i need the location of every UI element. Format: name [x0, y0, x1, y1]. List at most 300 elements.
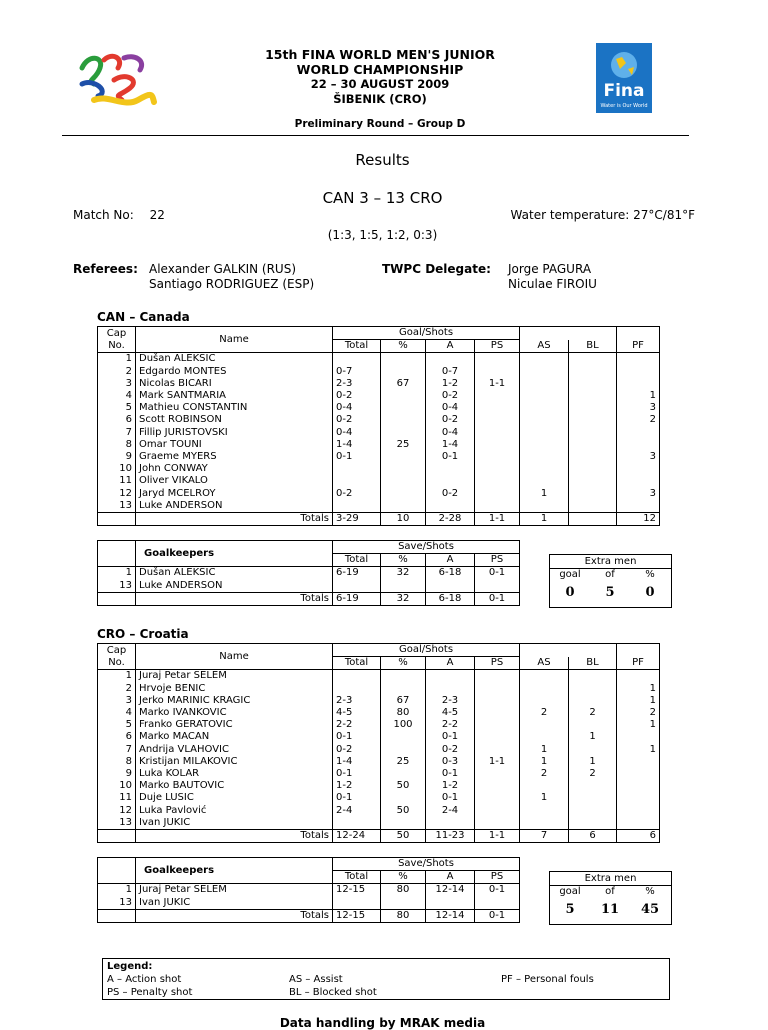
fouls: [617, 768, 660, 780]
action-goals: 0-3: [426, 756, 475, 768]
assists: [520, 378, 569, 390]
gk-penalty: 0-1: [475, 884, 520, 897]
action-goals: 0-4: [426, 427, 475, 439]
blocks: [569, 402, 617, 414]
assists: [520, 353, 569, 366]
cap-number: 5: [98, 719, 136, 731]
player-stats-table: [97, 643, 660, 843]
assists: 2: [520, 707, 569, 719]
blocks: 2: [569, 768, 617, 780]
gk-name: Dušan ALEKSIĆ: [136, 567, 333, 580]
goal-pct: [381, 683, 426, 695]
table-row: [98, 451, 660, 463]
fouls: 1: [617, 695, 660, 707]
penalty-goals: [475, 744, 520, 756]
referee-1: Alexander GALKIN (RUS): [149, 262, 297, 276]
table-row: [98, 414, 660, 426]
cap-number: 10: [98, 463, 136, 475]
cap-number: 13: [98, 817, 136, 830]
goal-pct: [381, 463, 426, 475]
assists: [520, 719, 569, 731]
blocks: [569, 780, 617, 792]
assists: [520, 475, 569, 487]
player-name: Ivan JUKIĆ: [136, 817, 333, 830]
gk-totals-pct: 32: [381, 592, 426, 605]
pf-spacer: [617, 327, 660, 340]
penalty-goals: [475, 683, 520, 695]
goal-total: 1-2: [333, 780, 381, 792]
player-name: Fillip JURISTOVSKI: [136, 427, 333, 439]
assists: [520, 451, 569, 463]
water-temp: 27°C/81°F: [633, 208, 695, 222]
goal-pct: 25: [381, 439, 426, 451]
goal-total: 1-4: [333, 756, 381, 768]
goal-pct: [381, 731, 426, 743]
penalty-goals: [475, 731, 520, 743]
goal-pct: 67: [381, 695, 426, 707]
gk-total-header: Total: [333, 554, 381, 567]
totals-pct: 10: [381, 512, 426, 525]
fouls: 2: [617, 707, 660, 719]
fouls-header: PF: [617, 657, 660, 670]
goal-total: 0-2: [333, 390, 381, 402]
player-name: Graeme MYERS: [136, 451, 333, 463]
extra-men-attempts: 5: [605, 585, 615, 600]
goal-total: 2-3: [333, 695, 381, 707]
goal-total: 0-2: [333, 744, 381, 756]
delegate-1: Jorge PAGURA: [508, 262, 592, 276]
penalty-goals: [475, 768, 520, 780]
penalty-goals: [475, 804, 520, 816]
blocks: [569, 683, 617, 695]
fina-logo: [596, 43, 652, 113]
penalty-goals: [475, 487, 520, 499]
player-name: Juraj Petar SELEM: [136, 670, 333, 683]
extra-men-box: [549, 871, 672, 925]
fouls: [617, 427, 660, 439]
assists: 1: [520, 744, 569, 756]
goal-shots-header: Goal/Shots: [333, 644, 520, 657]
cap-header: Cap: [98, 644, 136, 657]
table-row: [98, 402, 660, 414]
goal-total: 0-1: [333, 451, 381, 463]
goal-pct: [381, 670, 426, 683]
legend-box: [102, 958, 670, 1000]
extra-men-box: [549, 554, 672, 608]
assists: 1: [520, 487, 569, 499]
fouls: [617, 670, 660, 683]
action-goals: 0-2: [426, 744, 475, 756]
goal-total: [333, 670, 381, 683]
gk-totals-pct: 80: [381, 909, 426, 922]
gk-cap-spacer: [98, 858, 136, 884]
cap-number: 9: [98, 768, 136, 780]
penalty-goals: [475, 427, 520, 439]
table-row: [98, 884, 520, 897]
table-row: [98, 817, 660, 830]
goalkeeper-table: [97, 540, 520, 606]
gk-totals-action: 12-14: [426, 909, 475, 922]
cap-number: 1: [98, 670, 136, 683]
player-name: Edgardo MONTES: [136, 366, 333, 378]
cap-number: 5: [98, 402, 136, 414]
blocks: 1: [569, 756, 617, 768]
goal-pct: 80: [381, 707, 426, 719]
legend-item-assist: AS – Assist: [289, 974, 343, 985]
goal-pct: [381, 768, 426, 780]
blocks: [569, 463, 617, 475]
extra-men-pct: 45: [640, 902, 660, 917]
gk-pct-header: %: [381, 554, 426, 567]
gk-penalty: [475, 897, 520, 910]
penalty-goals: [475, 670, 520, 683]
fouls: 3: [617, 451, 660, 463]
goal-total: 0-7: [333, 366, 381, 378]
action-goals: 0-1: [426, 731, 475, 743]
penalty-goals: [475, 719, 520, 731]
cap-number: 3: [98, 378, 136, 390]
match-score: CAN 3 – 13 CRO: [322, 189, 443, 207]
penalty-header: PS: [475, 657, 520, 670]
extra-men-attempts: 11: [600, 902, 620, 917]
penalty-goals: [475, 451, 520, 463]
blocks: [569, 804, 617, 816]
player-name: Dušan ALEKSIĆ: [136, 353, 333, 366]
table-row: [98, 500, 660, 513]
table-row: [98, 487, 660, 499]
blocks: [569, 451, 617, 463]
match-no-label: Match No:: [73, 208, 134, 222]
assists: [520, 780, 569, 792]
action-goals: 0-2: [426, 414, 475, 426]
blocks: [569, 817, 617, 830]
gk-name: Luke ANDERSON: [136, 580, 333, 593]
totals-penalty: 1-1: [475, 512, 520, 525]
as-spacer: [520, 327, 617, 340]
table-row: [98, 366, 660, 378]
action-goals: [426, 475, 475, 487]
cap-number: 13: [98, 500, 136, 513]
delegate-label: TWPC Delegate:: [382, 262, 491, 276]
gk-penalty-header: PS: [475, 554, 520, 567]
penalty-goals: [475, 475, 520, 487]
name-header: Name: [136, 327, 333, 353]
action-goals: 2-2: [426, 719, 475, 731]
assists: 1: [520, 792, 569, 804]
player-name: Nicolas BICARI: [136, 378, 333, 390]
extra-men-pct-label: %: [645, 886, 655, 897]
cap-number: 6: [98, 731, 136, 743]
table-row: [98, 378, 660, 390]
fouls: [617, 378, 660, 390]
gk-cap-number: 1: [98, 567, 136, 580]
blocked-header: BL: [569, 657, 617, 670]
fouls: 1: [617, 719, 660, 731]
assists: 1: [520, 756, 569, 768]
blocks: [569, 366, 617, 378]
cap-header: Cap: [98, 327, 136, 340]
no-header: No.: [98, 340, 136, 353]
blocks: [569, 670, 617, 683]
gk-action: [426, 897, 475, 910]
goal-pct: 100: [381, 719, 426, 731]
goal-pct: [381, 366, 426, 378]
legend-item-penalty: PS – Penalty shot: [107, 987, 193, 998]
goal-total: 0-1: [333, 768, 381, 780]
action-goals: 0-2: [426, 390, 475, 402]
cap-number: 8: [98, 439, 136, 451]
gk-cap-spacer: [98, 541, 136, 567]
goal-pct: [381, 353, 426, 366]
action-goals: [426, 817, 475, 830]
team-title: CRO – Croatia: [97, 627, 189, 641]
assist-header: AS: [520, 657, 569, 670]
blocks: [569, 390, 617, 402]
fouls: [617, 475, 660, 487]
blocks: [569, 353, 617, 366]
assists: [520, 683, 569, 695]
gk-total: [333, 897, 381, 910]
pct-header: %: [381, 657, 426, 670]
cap-number: 6: [98, 414, 136, 426]
action-header: A: [426, 657, 475, 670]
assists: [520, 500, 569, 513]
player-name: Marko IVANKOVIĆ: [136, 707, 333, 719]
cap-number: 11: [98, 475, 136, 487]
totals-action: 11-23: [426, 829, 475, 842]
penalty-goals: 1-1: [475, 378, 520, 390]
table-row: [98, 744, 660, 756]
table-row: [98, 670, 660, 683]
fouls: [617, 780, 660, 792]
player-name: Duje LUŠIĆ: [136, 792, 333, 804]
assists: [520, 414, 569, 426]
action-goals: 2-3: [426, 695, 475, 707]
table-row: [98, 731, 660, 743]
total-header: Total: [333, 340, 381, 353]
goal-pct: [381, 475, 426, 487]
totals-assists: 7: [520, 829, 569, 842]
cap-number: 11: [98, 792, 136, 804]
referees-label: Referees:: [73, 262, 138, 276]
blocks: [569, 378, 617, 390]
assists: [520, 439, 569, 451]
extra-men-header: Extra men: [550, 555, 671, 569]
action-goals: 1-2: [426, 378, 475, 390]
blocks: [569, 414, 617, 426]
fouls: 3: [617, 487, 660, 499]
goal-total: 0-4: [333, 427, 381, 439]
penalty-goals: [475, 439, 520, 451]
table-row: [98, 780, 660, 792]
gk-pct: 80: [381, 884, 426, 897]
delegate-2: Niculae FIROIU: [508, 277, 597, 291]
player-name: Marko MACAN: [136, 731, 333, 743]
fouls-header: PF: [617, 340, 660, 353]
round-label: Preliminary Round – Group D: [294, 118, 466, 130]
goal-total: 0-2: [333, 414, 381, 426]
gk-totals-cap: [98, 909, 136, 922]
blocks: [569, 487, 617, 499]
goal-pct: [381, 500, 426, 513]
fina-logo-text: Fina: [603, 81, 645, 101]
assists: [520, 402, 569, 414]
gk-totals-total: 6-19: [333, 592, 381, 605]
totals-cap: [98, 829, 136, 842]
assists: [520, 817, 569, 830]
blocks: [569, 695, 617, 707]
cap-number: 3: [98, 695, 136, 707]
totals-total: 12-24: [333, 829, 381, 842]
goal-pct: [381, 817, 426, 830]
player-name: Luka KOLAR: [136, 768, 333, 780]
totals-fouls: 6: [617, 829, 660, 842]
goal-pct: 25: [381, 756, 426, 768]
gk-total: [333, 580, 381, 593]
gk-cap-number: 13: [98, 897, 136, 910]
player-name: Hrvoje BENIĆ: [136, 683, 333, 695]
table-row: [98, 768, 660, 780]
cap-number: 2: [98, 366, 136, 378]
extra-men-pct: 0: [645, 585, 655, 600]
extra-men-goal-label: goal: [559, 886, 581, 897]
gk-pct: [381, 897, 426, 910]
gk-cap-number: 13: [98, 580, 136, 593]
table-row: [98, 756, 660, 768]
goal-total: [333, 500, 381, 513]
penalty-goals: [475, 792, 520, 804]
blocks: 2: [569, 707, 617, 719]
fouls: 1: [617, 744, 660, 756]
goal-total: 2-4: [333, 804, 381, 816]
event-dates: 22 – 30 AUGUST 2009: [310, 77, 450, 91]
blocks: [569, 744, 617, 756]
fouls: [617, 804, 660, 816]
cap-number: 12: [98, 804, 136, 816]
assists: [520, 463, 569, 475]
goal-total: [333, 475, 381, 487]
action-goals: 0-1: [426, 451, 475, 463]
gk-pct: 32: [381, 567, 426, 580]
gk-totals-label: Totals: [136, 592, 333, 605]
table-row: [98, 683, 660, 695]
gk-action-header: A: [426, 554, 475, 567]
action-header: A: [426, 340, 475, 353]
table-row: [98, 897, 520, 910]
table-row: [98, 580, 520, 593]
penalty-goals: [475, 402, 520, 414]
action-goals: [426, 500, 475, 513]
cap-number: 1: [98, 353, 136, 366]
player-name: Omar TOUNI: [136, 439, 333, 451]
cap-number: 7: [98, 744, 136, 756]
goal-total: 4-5: [333, 707, 381, 719]
assists: [520, 731, 569, 743]
fouls: [617, 500, 660, 513]
cap-number: 4: [98, 390, 136, 402]
goal-pct: 50: [381, 804, 426, 816]
blocks: [569, 439, 617, 451]
blocked-header: BL: [569, 340, 617, 353]
fouls: [617, 439, 660, 451]
totals-action: 2-28: [426, 512, 475, 525]
action-goals: [426, 683, 475, 695]
gk-totals-total: 12-15: [333, 909, 381, 922]
gk-totals-label: Totals: [136, 909, 333, 922]
footer-credit: Data handling by MRAK media: [279, 1016, 486, 1030]
action-goals: [426, 353, 475, 366]
legend-item-blocked: BL – Blocked shot: [289, 987, 377, 998]
event-title-line2: WORLD CHAMPIONSHIP: [296, 62, 464, 77]
table-row: [98, 719, 660, 731]
extra-men-goal-label: goal: [559, 569, 581, 580]
goalkeepers-header: Goalkeepers: [136, 858, 333, 884]
penalty-goals: [475, 366, 520, 378]
cap-number: 7: [98, 427, 136, 439]
totals-label: Totals: [136, 512, 333, 525]
results-title: Results: [355, 151, 410, 169]
gk-totals-penalty: 0-1: [475, 909, 520, 922]
cap-number: 8: [98, 756, 136, 768]
gk-name: Ivan JUKIĆ: [136, 897, 333, 910]
assists: [520, 804, 569, 816]
extra-men-of-label: of: [605, 886, 615, 897]
assists: [520, 390, 569, 402]
event-logo: [74, 50, 158, 112]
player-name: Mathieu CONSTANTIN: [136, 402, 333, 414]
save-shots-header: Save/Shots: [333, 541, 520, 554]
water-temp-label: Water temperature:: [510, 208, 630, 222]
table-row: [98, 707, 660, 719]
cap-number: 12: [98, 487, 136, 499]
blocks: [569, 427, 617, 439]
fouls: [617, 366, 660, 378]
extra-men-of-label: of: [605, 569, 615, 580]
fouls: [617, 353, 660, 366]
match-no: 22: [149, 208, 165, 222]
assists: [520, 366, 569, 378]
referee-2: Santiago RODRIGUEZ (ESP): [149, 277, 315, 291]
assists: 2: [520, 768, 569, 780]
penalty-goals: [475, 780, 520, 792]
blocks: [569, 792, 617, 804]
totals-label: Totals: [136, 829, 333, 842]
player-name: Jaryd MCELROY: [136, 487, 333, 499]
gk-penalty: [475, 580, 520, 593]
totals-cap: [98, 512, 136, 525]
table-row: [98, 695, 660, 707]
cap-number: 4: [98, 707, 136, 719]
player-name: Luka Pavlović: [136, 804, 333, 816]
player-name: Luke ANDERSON: [136, 500, 333, 513]
totals-total: 3-29: [333, 512, 381, 525]
gk-totals-penalty: 0-1: [475, 592, 520, 605]
gk-totals-action: 6-18: [426, 592, 475, 605]
gk-name: Juraj Petar SELEM: [136, 884, 333, 897]
goal-pct: [381, 390, 426, 402]
assists: [520, 670, 569, 683]
player-name: Kristijan MILAKOVIĆ: [136, 756, 333, 768]
player-name: Scott ROBINSON: [136, 414, 333, 426]
player-name: John CONWAY: [136, 463, 333, 475]
penalty-header: PS: [475, 340, 520, 353]
gk-total-header: Total: [333, 871, 381, 884]
fouls: 2: [617, 414, 660, 426]
cap-number: 10: [98, 780, 136, 792]
goal-total: 2-3: [333, 378, 381, 390]
goal-pct: [381, 402, 426, 414]
blocks: [569, 475, 617, 487]
